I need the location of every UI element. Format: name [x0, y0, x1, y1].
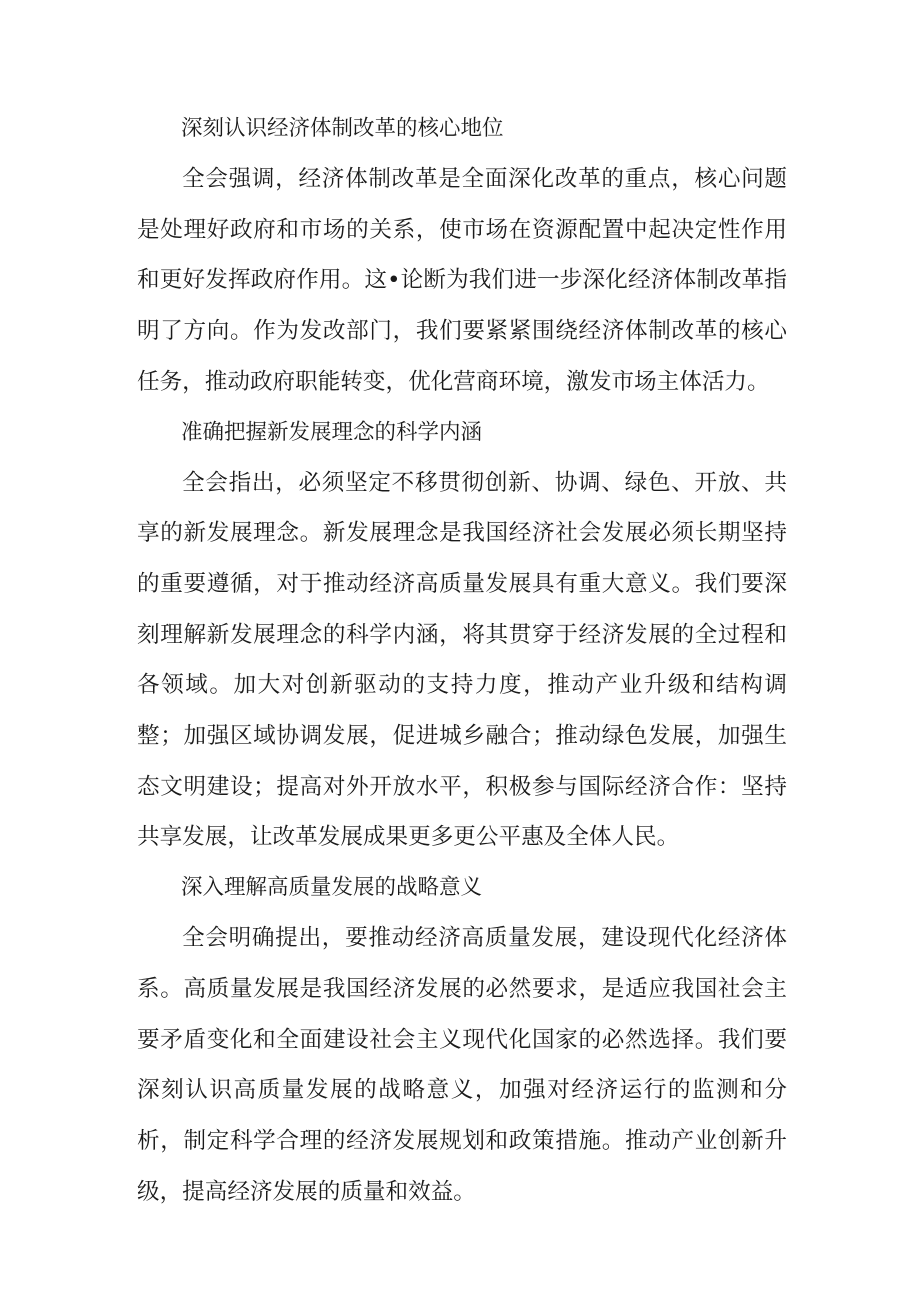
section-paragraph-3: 全会明确提出，要推动经济高质量发展，建设现代化经济体系。高质量发展是我国经济发展的必然要求，是适应我国社会主要矛盾变化和全面建设社会主义现代化国家的必然选择。我们要深刻认识高质量发展的战略意义，加强对经济运行的监测和分析，制定科学合理的经济发展规划和政策措施。推动产业创新升级，提高经济发展的质量和效益。 [137, 925, 787, 1205]
section-heading-1: 深刻认识经济体制改革的核心地位 [181, 116, 504, 141]
section-heading-3: 深入理解高质量发展的战略意义 [181, 875, 483, 901]
section-heading-2: 准确把握新发展理念的科学内涵 [181, 419, 483, 445]
section-paragraph-1: 全会强调，经济体制改革是全面深化改革的重点，核心问题是处理好政府和市场的关系，使市场在资源配置中起决定性作用和更好发挥政府作用。这•论断为我们进一步深化经济体制改革指明了方向。作为发改部门，我们要紧紧围绕经济体制改革的核心任务，推动政府职能转变，优化营商环境，激发市场主体活力。 [137, 166, 787, 395]
document-body [137, 104, 787, 1217]
section-paragraph-2: 全会指出，必须坚定不移贯彻创新、协调、绿色、开放、共享的新发展理念。新发展理念是我国经济社会发展必须长期坚持的重要遵循，对于推动经济高质量发展具有重大意义。我们要深刻理解新发展理念的科学内涵，将其贯穿于经济发展的全过程和各领域。加大对创新驱动的支持力度，推动产业升级和结构调整；加强区域协调发展，促进城乡融合；推动绿色发展，加强生态文明建设；提高对外开放水平，积极参与国际经济合作：坚持共享发展，让改革发展成果更多更公平惠及全体人民。 [137, 469, 787, 851]
